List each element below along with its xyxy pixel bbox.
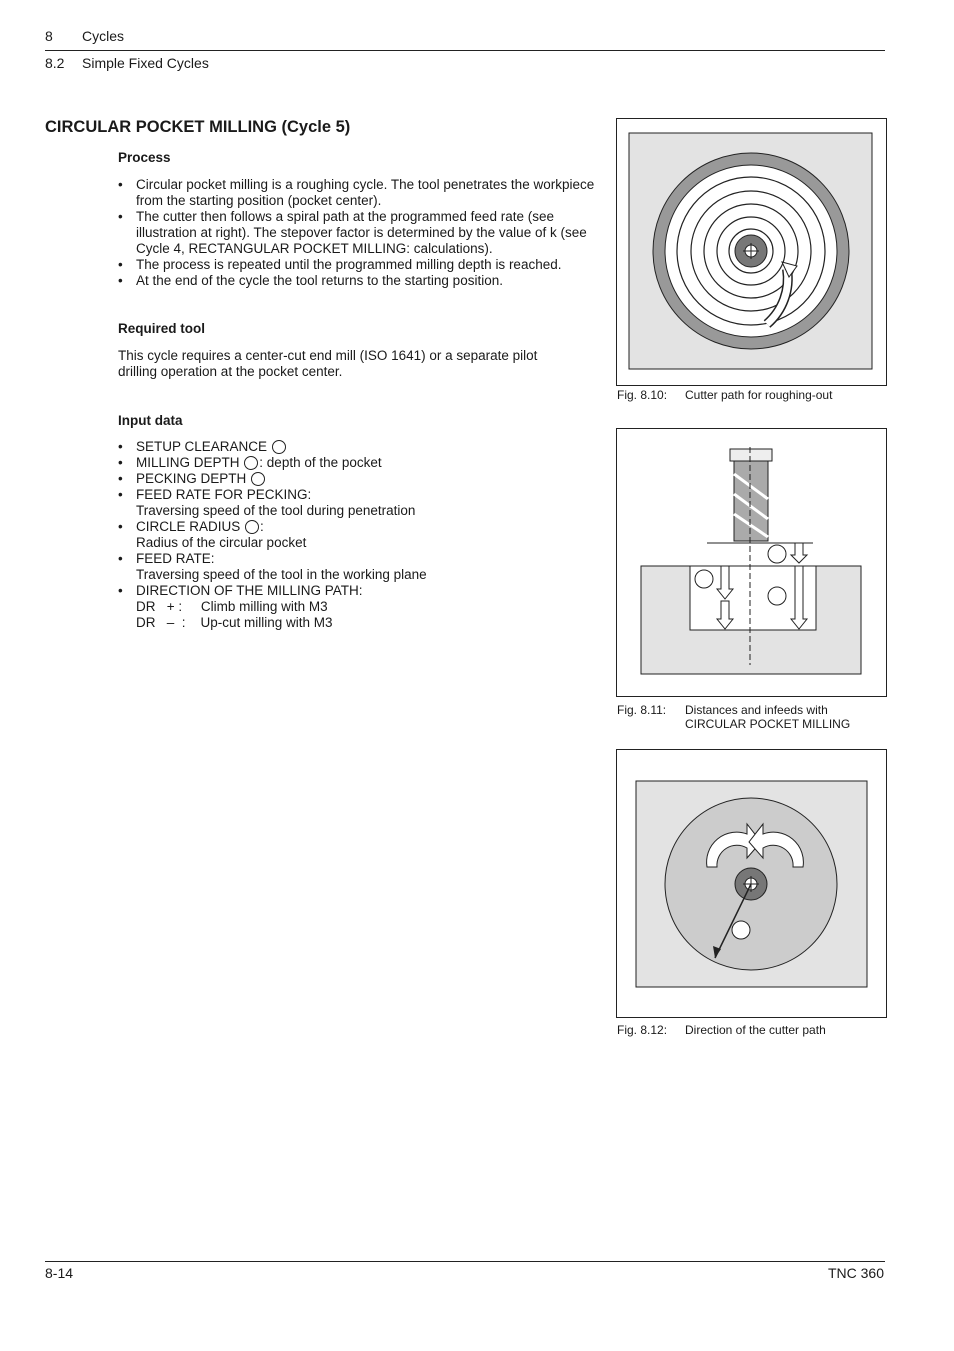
section-title: Simple Fixed Cycles	[82, 55, 209, 71]
figure-caption-line: Distances and infeeds with	[685, 703, 828, 717]
figure-number: Fig. 8.11:	[617, 703, 667, 717]
figure-infeeds	[616, 428, 887, 697]
circle-radius-colon: :	[260, 519, 264, 534]
circle-radius-label: CIRCLE RADIUS	[136, 519, 241, 534]
direction-label: DIRECTION OF THE MILLING PATH:	[136, 583, 363, 598]
feed-rate-label: FEED RATE:	[136, 551, 215, 566]
feed-pecking-desc: Traversing speed of the tool during penetration	[136, 503, 416, 518]
footer-rule	[45, 1261, 885, 1262]
list-item	[118, 471, 598, 487]
list-item	[118, 583, 598, 631]
figure-caption-text: Direction of the cutter path	[685, 1023, 826, 1037]
milling-depth-label: MILLING DEPTH	[136, 455, 240, 470]
dr-minus-line: DR – : Up-cut milling with M3	[136, 615, 333, 630]
parameter-circle-icon	[272, 440, 286, 454]
setup-clearance-label: SETUP CLEARANCE	[136, 439, 268, 454]
figure-number: Fig. 8.10:	[617, 388, 668, 402]
page-title: CIRCULAR POCKET MILLING (Cycle 5)	[45, 118, 351, 136]
spiral-path-illustration	[617, 119, 886, 385]
figure-caption-text	[685, 703, 850, 731]
process-list	[118, 177, 598, 289]
list-item: • Circular pocket milling is a roughing cycle. The tool penetrates the workpiece from the starting position (pocket center).	[118, 177, 598, 209]
required-tool-text: This cycle requires a center-cut end mill (ISO 1641) or a separate pilot drilling operation at the pocket center.	[118, 348, 538, 379]
input-data-list	[118, 439, 598, 631]
section-number: 8.2	[45, 55, 65, 71]
pecking-depth-label: PECKING DEPTH	[136, 471, 247, 486]
input-data-heading: Input data	[118, 413, 183, 428]
list-item: • The cutter then follows a spiral path at the programmed feed rate (see illustration at right). The stepover factor is determined by the value of k (see Cycle 4, RECTANGULAR POCKET MILLING: calculations).	[118, 209, 598, 257]
product-name: TNC 360	[827, 1265, 884, 1281]
list-item	[118, 519, 598, 551]
parameter-circle-icon	[251, 472, 265, 486]
process-heading: Process	[118, 150, 171, 165]
direction-illustration	[617, 750, 886, 1017]
figure-caption	[617, 703, 850, 731]
figure-number: Fig. 8.12:	[617, 1023, 668, 1037]
figure-direction	[616, 749, 887, 1018]
required-tool-heading: Required tool	[118, 321, 205, 336]
chapter-title: Cycles	[82, 28, 125, 44]
dr-plus-line: DR + : Climb milling with M3	[136, 599, 328, 614]
parameter-circle-icon	[245, 520, 259, 534]
infeeds-illustration	[617, 429, 886, 696]
figure-caption-line: CIRCULAR POCKET MILLING	[685, 717, 851, 731]
list-item	[118, 551, 598, 583]
figure-caption	[617, 388, 832, 402]
list-item: • At the end of the cycle the tool returns to the starting position.	[118, 273, 598, 289]
feed-rate-desc: Traversing speed of the tool in the working plane	[136, 567, 427, 582]
figure-caption	[617, 1023, 826, 1037]
parameter-circle-icon	[244, 456, 258, 470]
list-item	[118, 487, 598, 519]
circle-radius-desc: Radius of the circular pocket	[136, 535, 307, 550]
feed-pecking-label: FEED RATE FOR PECKING:	[136, 487, 312, 502]
milling-depth-desc: : depth of the pocket	[259, 455, 382, 470]
list-item	[118, 455, 598, 471]
page-number: 8-14	[45, 1265, 74, 1281]
header-rule	[45, 50, 885, 51]
chapter-number: 8	[45, 28, 53, 44]
list-item: • The process is repeated until the programmed milling depth is reached.	[118, 257, 598, 273]
figure-caption-text: Cutter path for roughing-out	[685, 388, 833, 402]
figure-spiral-path	[616, 118, 887, 386]
list-item	[118, 439, 598, 455]
